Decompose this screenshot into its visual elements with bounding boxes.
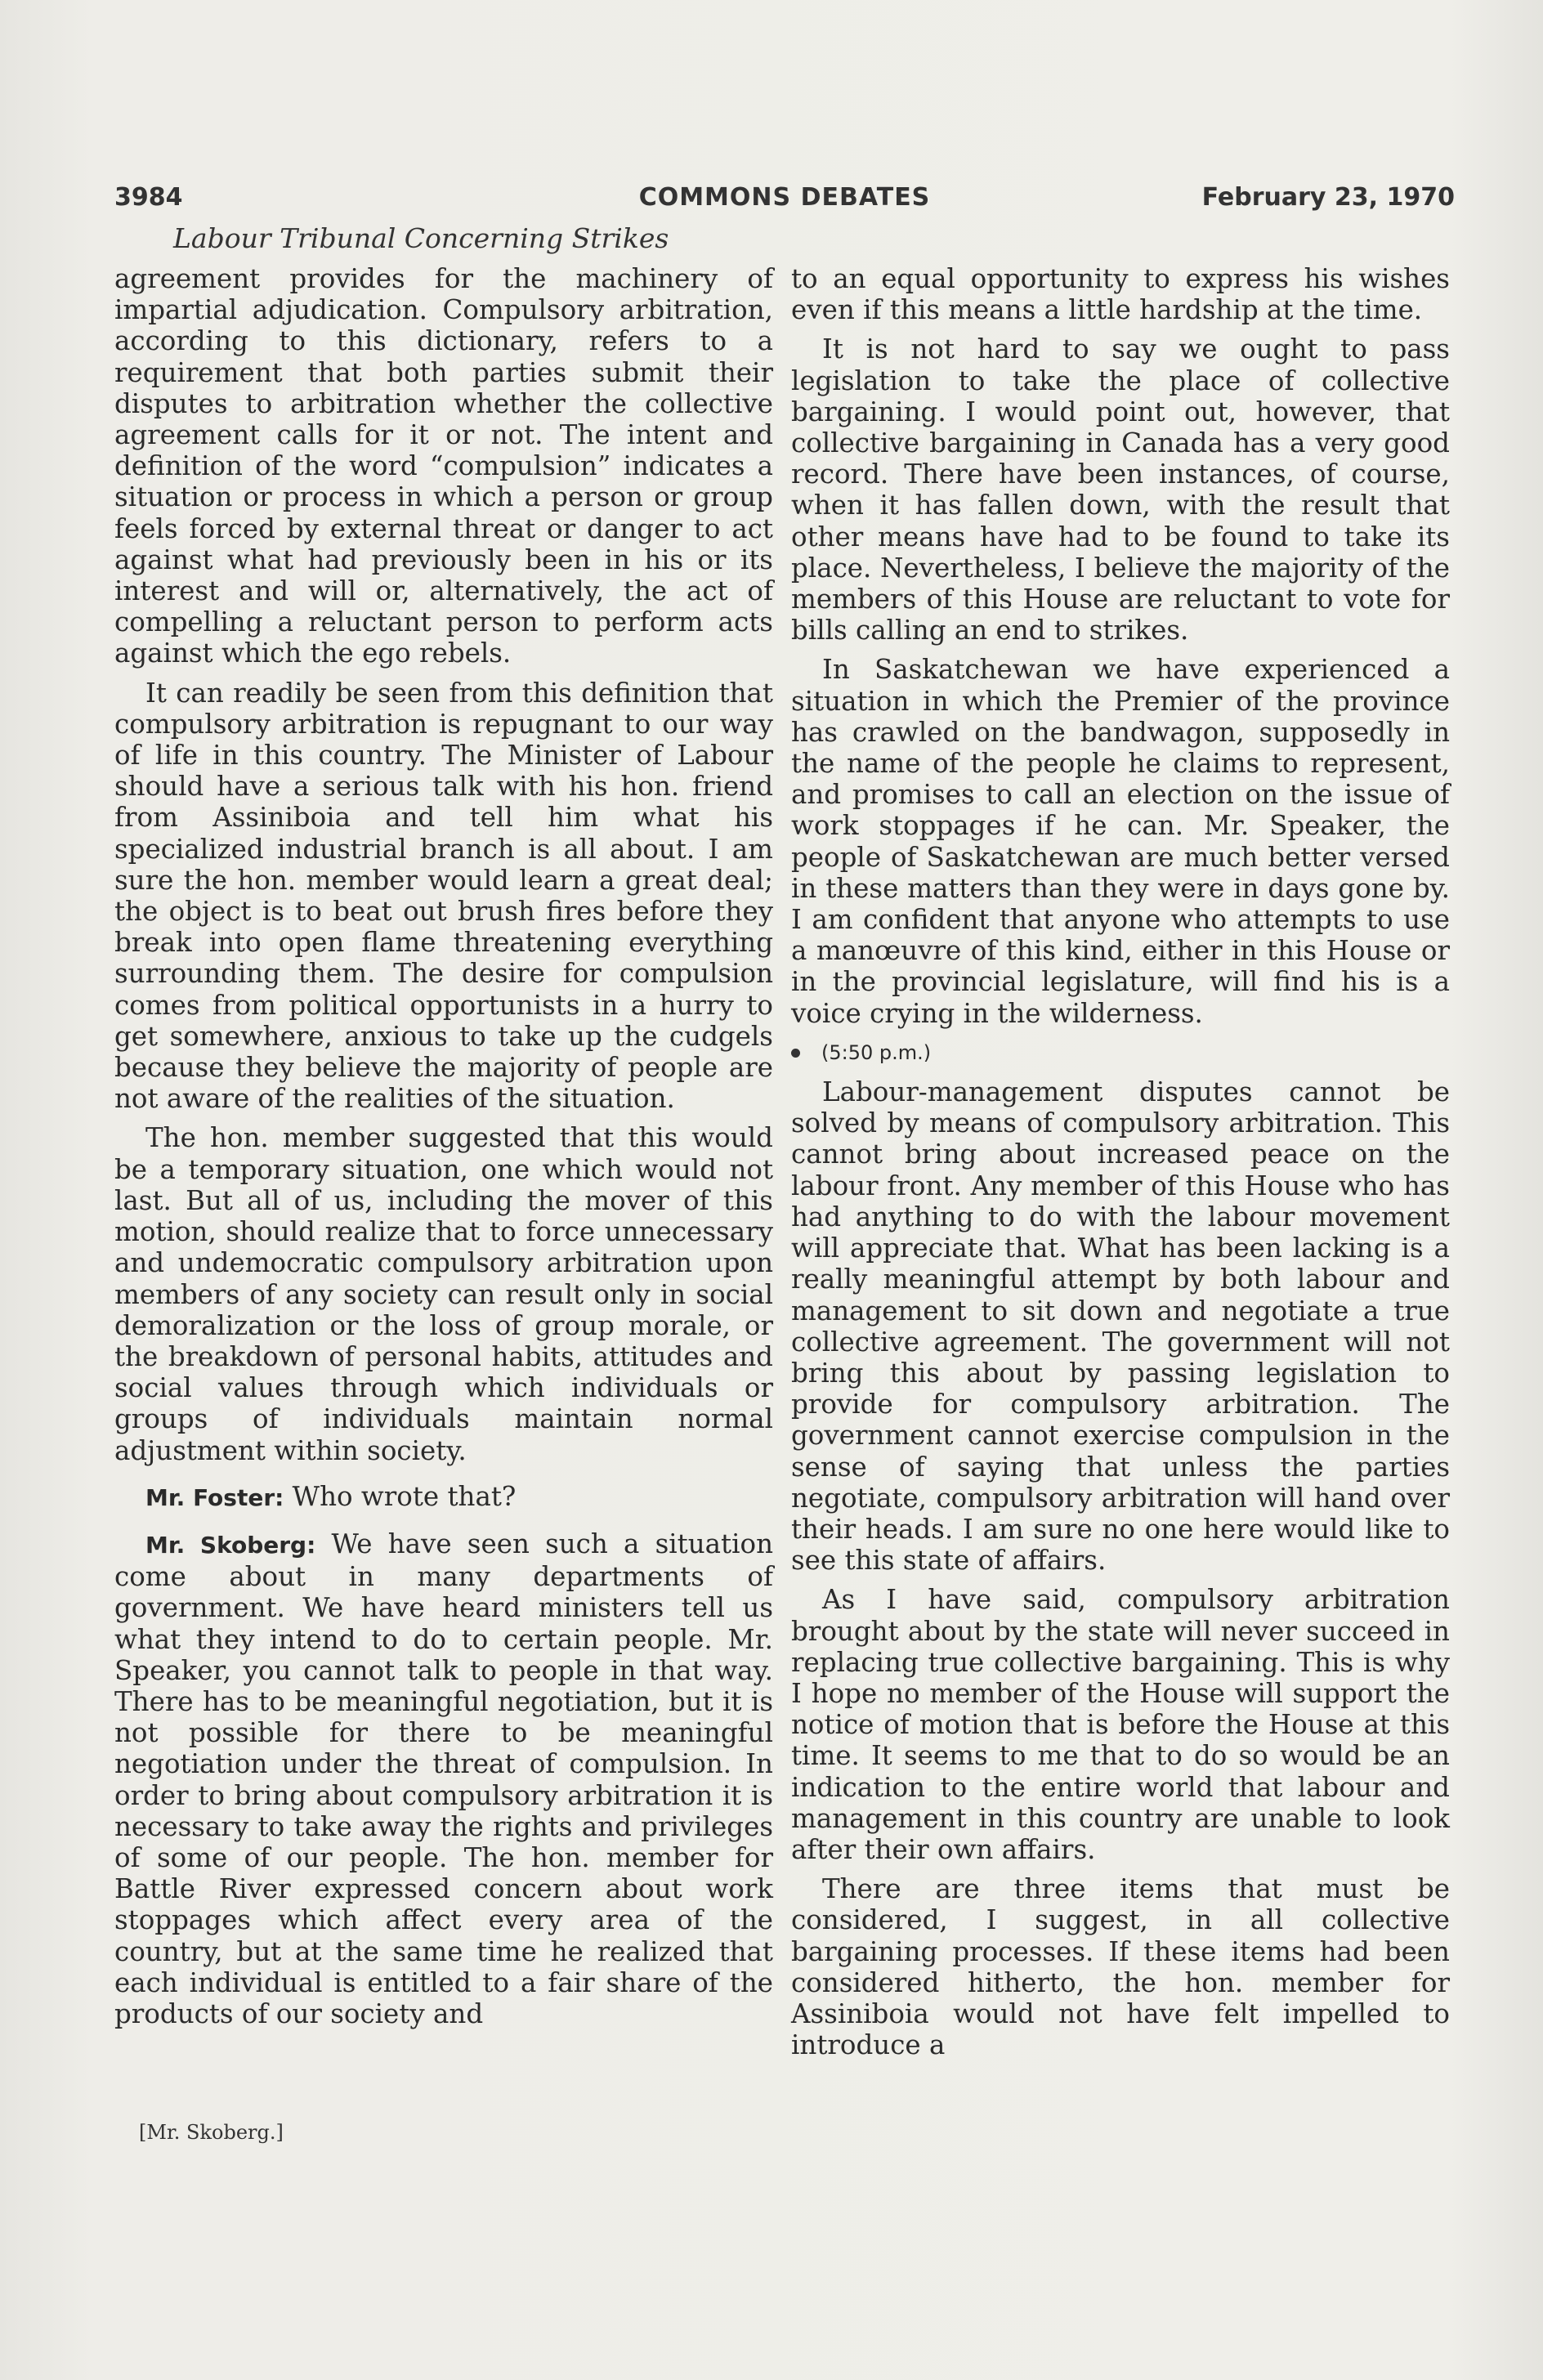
- speech-skoberg: [114, 1528, 773, 2029]
- paragraph: In Saskatchewan we have experienced a situation in which the Premier of the province has crawled on the bandwagon, supposedly in the name of the people he claims to represent, and promises to call an election on the issue of work stoppages if he can. Mr. Speaker, the people of Saskatchewan are much better versed in these matters than they were in days gone by. I am confident that anyone who attempts to use a manœuvre of this kind, either in this House or in the provincial legislature, will find his is a voice crying in the wilderness.: [791, 654, 1450, 1029]
- page-header: [114, 183, 1455, 224]
- paragraph: It is not hard to say we ought to pass legislation to take the place of collective bargaining. I would point out, however, that collective bargaining in Canada has a very good record. There have been instances, of course, when it has fallen down, with the result that other means have had to be found to take its place. Nevertheless, I believe the majority of the members of this House are reluctant to vote for bills calling an end to strikes.: [791, 333, 1450, 646]
- paragraph: There are three items that must be considered, I suggest, in all collective bargaining processes. If these items had been considered hitherto, the hon. member for Assiniboia would not have felt impelled to introduce a: [791, 1873, 1450, 2061]
- speech-text: We have seen such a situation come about in many departments of government. We have heard ministers tell us what they intend to do to certain people. Mr. Speaker, you cannot talk to people in that way. There has to be meaningful negotiation, but it is not possible for there to be meaningful negotiation under the threat of compulsion. In order to bring about compulsory arbitration it is necessary to take away the rights and privileges of some of our people. The hon. member for Battle River expressed concern about work stoppages which affect every area of the country, but at the same time he realized that each individual is entitled to a fair share of the products of our society and: [114, 1528, 773, 2029]
- page-number: 3984: [114, 183, 183, 212]
- left-column: [114, 263, 773, 2038]
- speaker-name: Mr. Foster:: [145, 1483, 284, 1511]
- running-title: Labour Tribunal Concerning Strikes: [173, 222, 669, 254]
- speaker-name: Mr. Skoberg:: [145, 1531, 316, 1559]
- time-marker: [791, 1037, 1450, 1068]
- publication-title: COMMONS DEBATES: [638, 183, 931, 212]
- paragraph: As I have said, compulsory arbitration brought about by the state will never succeed in replacing true collective bargaining. This is why I hope no member of the House will support the notice of motion that is before the House at this time. It seems to me that to do so would be an indication to the entire world that labour and management in this country are unable to look after their own affairs.: [791, 1584, 1450, 1865]
- paragraph: Labour-management disputes cannot be solved by means of compulsory arbitration. This cannot bring about increased peace on the labour front. Any member of this House who has had anything to do with the labour movement will appreciate that. What has been lacking is a really meaningful attempt by both labour and management to sit down and negotiate a true collective agreement. The government will not bring this about by passing legislation to provide for compulsory arbitration. The government cannot exercise compulsion in the sense of saying that unless the parties negotiate, compulsory arbitration will hand over their heads. I am sure no one here would like to see this state of affairs.: [791, 1076, 1450, 1577]
- time-stamp: (5:50 p.m.): [821, 1040, 932, 1064]
- paragraph: agreement provides for the machinery of impartial adjudication. Compulsory arbitration, according to this dictionary, refers to a requirement that both parties submit their disputes to arbitration whether the collective agreement calls for it or not. The intent and definition of the word “compulsion” indicates a situation or process in which a person or group feels forced by external threat or danger to act against what had previously been in his or its interest and will or, alternatively, the act of compelling a reluctant person to perform acts against which the ego rebels.: [114, 263, 773, 669]
- bullet-icon: [791, 1049, 800, 1058]
- speech-text: Who wrote that?: [284, 1480, 517, 1512]
- speaker-footnote: [Mr. Skoberg.]: [139, 2121, 284, 2144]
- paragraph: The hon. member suggested that this would be a temporary situation, one which would not last. But all of us, including the mover of this motion, should realize that to force unnecessary and undemocratic compulsory arbitration upon members of any society can result only in social demoralization or the loss of group morale, or the breakdown of personal habits, attitudes and social values through which individuals or groups of individuals maintain normal adjustment within society.: [114, 1122, 773, 1466]
- publication-date: February 23, 1970: [1201, 183, 1455, 212]
- paragraph: to an equal opportunity to express his wishes even if this means a little hardship at the time.: [791, 263, 1450, 326]
- right-column: [791, 263, 1450, 2069]
- paragraph: It can readily be seen from this definition that compulsory arbitration is repugnant to our way of life in this country. The Minister of Labour should have a serious talk with his hon. friend from Assiniboia and tell him what his specialized industrial branch is all about. I am sure the hon. member would learn a great deal; the object is to beat out brush fires before they break into open flame threatening everything surrounding them. The desire for compulsion comes from political opportunists in a hurry to get somewhere, anxious to take up the cudgels because they believe the majority of people are not aware of the realities of the situation.: [114, 677, 773, 1115]
- speech-foster: [114, 1481, 773, 1514]
